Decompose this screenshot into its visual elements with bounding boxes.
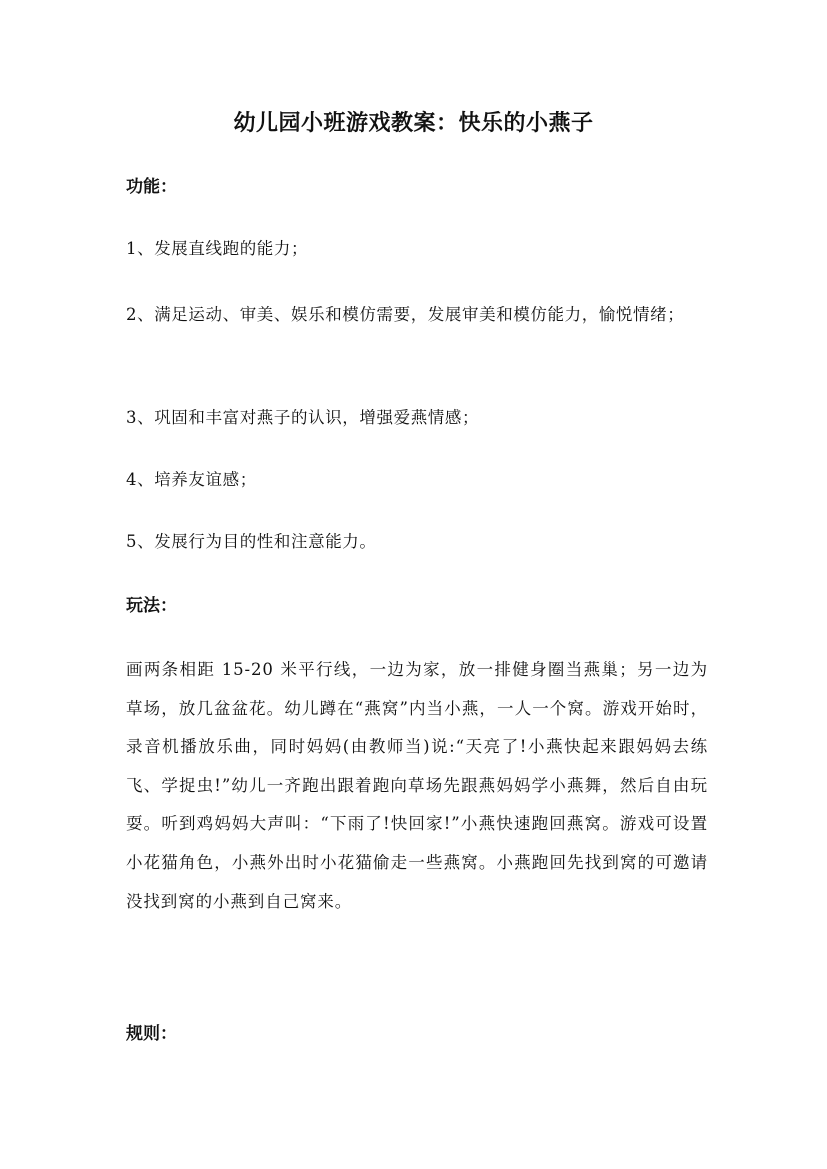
document-title: 幼儿园小班游戏教案：快乐的小燕子 <box>233 110 594 136</box>
function-item-4: 4、培养友谊感； <box>126 470 257 489</box>
function-item-2: 2、满足运动、审美、娱乐和模仿需要，发展审美和模仿能力，愉悦情绪； <box>126 305 685 324</box>
function-heading: 功能： <box>126 177 177 197</box>
function-item-1: 1、发展直线跑的能力； <box>126 239 309 258</box>
function-item-5: 5、发展行为目的性和注意能力。 <box>126 532 377 551</box>
function-item-3: 3、巩固和丰富对燕子的认识，增强爱燕情感； <box>126 408 480 427</box>
rules-heading: 规则： <box>126 1024 177 1044</box>
gameplay-text: 画两条相距 15-20 米平行线，一边为家，放一排健身圈当燕巢；另一边为草场，放几盆盆花。幼儿蹲在“燕窝”内当小燕，一人一个窝。游戏开始时，录音机播放乐曲，同时妈妈(由教师当)说:“天亮了!小燕快起来跟妈妈去练飞、学捉虫!”幼儿一齐跑出跟着跑向草场先跟燕妈妈学小燕舞，然后自由玩耍。听到鸡妈妈大声叫：“下雨了!快回家!”小燕快速跑回燕窝。游戏可设置小花猫角色，小燕外出时小花猫偷走一些燕窝。小燕跑回先找到窝的可邀请没找到窝的小燕到自己窝来。 <box>126 660 708 911</box>
gameplay-heading: 玩法： <box>126 596 177 616</box>
